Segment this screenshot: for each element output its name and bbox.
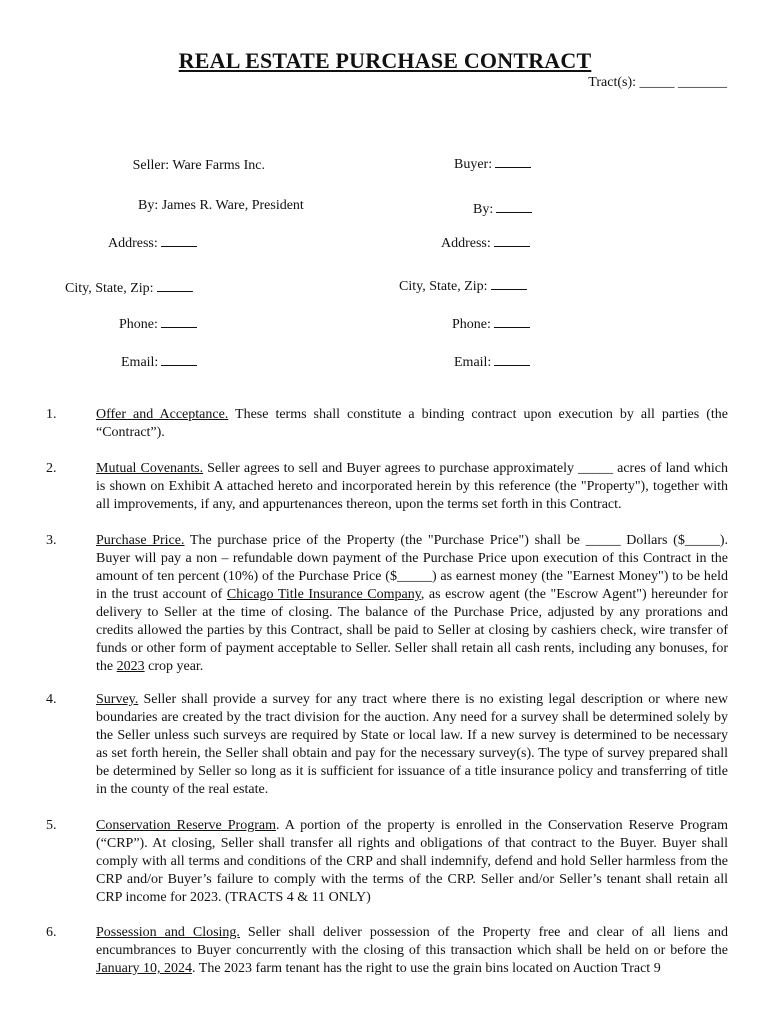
document-title: REAL ESTATE PURCHASE CONTRACT [178, 48, 592, 73]
section-number: 2. [46, 461, 57, 476]
section-conservation-reserve [96, 817, 728, 907]
buyer-name: Buyer: [454, 155, 531, 173]
section-number: 4. [46, 692, 57, 707]
section-number: 5. [46, 818, 57, 833]
seller-phone-blank [161, 315, 197, 328]
buyer-phone: Phone: [452, 315, 530, 333]
section-heading: Purchase Price. [96, 533, 185, 548]
section-number: 1. [46, 407, 57, 422]
seller-email-blank [161, 353, 197, 366]
buyer-name-blank [495, 155, 531, 168]
section-number: 3. [46, 533, 57, 548]
seller-city-state-zip: City, State, Zip: [65, 279, 193, 297]
section-number: 6. [46, 925, 57, 940]
section-survey [96, 691, 728, 799]
buyer-city-state-zip: City, State, Zip: [399, 277, 527, 295]
seller-by: By: James R. Ware, President [138, 198, 304, 213]
section-heading: Offer and Acceptance. [96, 407, 229, 422]
seller-phone: Phone: [119, 315, 197, 333]
buyer-address: Address: [441, 234, 530, 252]
section-possession-closing [96, 924, 728, 978]
section-text: , as escrow agent (the "Escrow Agent") hereunder for delivery to Seller at the time of closing. The balance of the Purchase Price, adjusted by any prorations and credits allowed the parties by this Contract, shall be paid to Seller at closing by cashiers check, wire transfer of funds or other form of payment acceptable to Seller. Seller shall retain all cash rents, including any bonuses, for the [96, 587, 729, 674]
section-text: . The 2023 farm tenant has the right to use the grain bins located on Auction Tract 9 [192, 961, 661, 976]
section-heading: Conservation Reserve Program [96, 818, 276, 833]
escrow-agent-name: Chicago Title Insurance Company [226, 587, 421, 602]
seller-name: Seller: Ware Farms Inc. [132, 158, 265, 173]
section-heading: Survey. [96, 692, 139, 707]
section-text: crop year. [144, 659, 204, 674]
buyer-by: By: [473, 200, 532, 218]
section-mutual-covenants [96, 460, 728, 514]
buyer-email-blank [494, 353, 530, 366]
buyer-by-blank [496, 200, 532, 213]
buyer-email: Email: [454, 353, 530, 371]
seller-address-blank [161, 234, 197, 247]
section-text: Seller agrees to sell and Buyer agrees to purchase approximately _____ acres of land which is shown on Exhibit A attached hereto and incorporated herein by this reference (the "Property"), together with all improvements, if any, and appurtenances thereon, upon the terms set forth in this Contract. [96, 461, 729, 512]
buyer-phone-blank [494, 315, 530, 328]
section-heading: Mutual Covenants. [96, 461, 204, 476]
closing-date: January 10, 2024 [96, 961, 193, 976]
seller-city-blank [157, 279, 193, 292]
section-offer-acceptance [96, 406, 728, 442]
seller-email: Email: [121, 353, 197, 371]
buyer-address-blank [494, 234, 530, 247]
section-heading: Possession and Closing. [96, 925, 240, 940]
section-purchase-price [96, 532, 728, 676]
seller-address: Address: [108, 234, 197, 252]
section-text: The purchase price of the Property (the "Purchase Price") shall be _____ Dollars ($_____). Buyer will pay a non – refundable down payment of the Purchase Price upon execution of this Contract in the amount of ten percent (10%) of the Purchase Price ($_____) as earnest money (the "Earnest Money") to be held in the trust account of [96, 533, 728, 602]
buyer-city-blank [491, 277, 527, 290]
crop-year: 2023 [116, 659, 145, 674]
section-text: Seller shall deliver possession of the Property free and clear of all liens and encumbrances to Buyer concurrently with the closing of this transaction which shall be held on or before the [96, 925, 729, 958]
section-text: These terms shall constitute a binding contract upon execution by all parties (the “Contract”). [96, 407, 728, 440]
tract-field: Tract(s): _____ _______ [588, 75, 727, 90]
section-text: Seller shall provide a survey for any tract where there is no existing legal description or where new boundaries are created by the tract division for the auction. Any need for a survey shall be determined solely by the Seller unless such surveys are required by State or local law. If a new survey is determined to be necessary as set forth herein, the Seller shall obtain and pay for the necessary survey(s). The type of survey prepared shall be determined by Seller so long as it is sufficient for issuance of a title insurance policy and transferring of title in the county of the real estate. [96, 692, 728, 797]
section-text: . A portion of the property is enrolled in the Conservation Reserve Program (“CRP”). At closing, Seller shall transfer all rights and obligations of that contract to the Buyer. Buyer shall comply with all terms and conditions of the CRP and shall indemnify, defend and hold Seller harmless from the CRP and/or Buyer’s failure to comply with the terms of the CRP. Seller and/or Seller’s tenant shall retain all CRP income for 2023. (TRACTS 4 & 11 ONLY) [96, 818, 728, 905]
